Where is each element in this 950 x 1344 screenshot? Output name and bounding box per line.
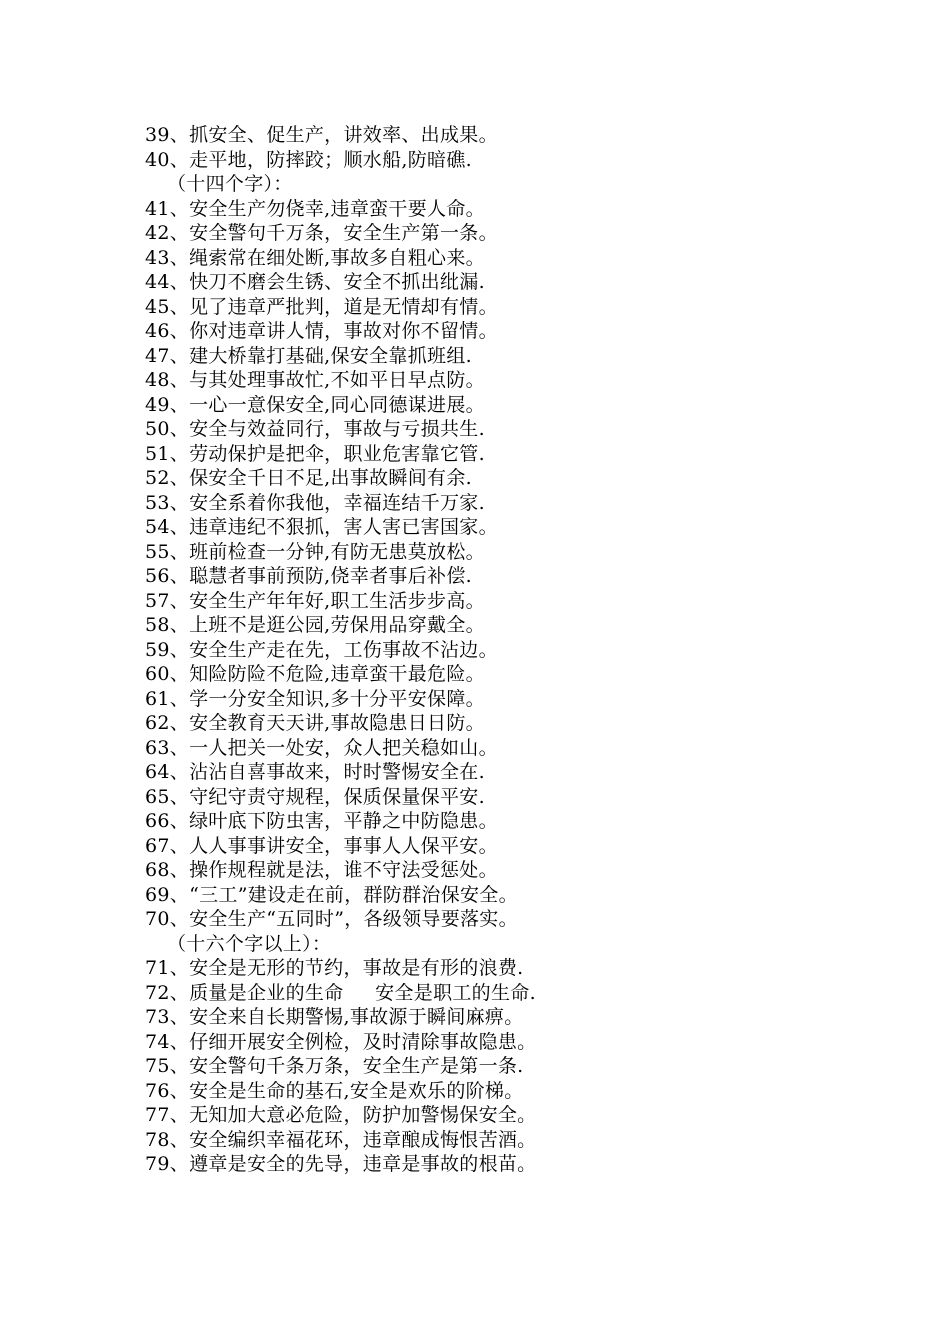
slogan-list bbox=[145, 123, 845, 1177]
slogan-line: 51、劳动保护是把伞，职业危害靠它管. bbox=[145, 442, 485, 465]
section-heading: （十四个字）： bbox=[167, 173, 293, 195]
slogan-line: 59、安全生产走在先，工伤事故不沾边。 bbox=[145, 638, 498, 661]
slogan-line: 56、聪慧者事前预防,侥幸者事后补偿. bbox=[145, 565, 472, 587]
slogan-line: 72、质量是企业的生命 安全是职工的生命. bbox=[145, 981, 536, 1004]
slogan-line: 49、一心一意保安全,同心同德谋进展。 bbox=[145, 393, 485, 416]
slogan-line: 42、安全警句千万条，安全生产第一条。 bbox=[145, 222, 498, 244]
slogan-line: 77、无知加大意必危险，防护加警惕保安全。 bbox=[145, 1104, 537, 1126]
slogan-line: 44、快刀不磨会生锈、安全不抓出纰漏. bbox=[145, 271, 485, 293]
section-heading: （十六个字以上）： bbox=[167, 932, 332, 955]
slogan-line: 55、班前检查一分钟,有防无患莫放松。 bbox=[145, 540, 485, 563]
slogan-line: 52、保安全千日不足,出事故瞬间有余. bbox=[145, 467, 472, 489]
slogan-line: 43、绳索常在细处断,事故多自粗心来。 bbox=[145, 246, 485, 269]
slogan-line: 65、守纪守责守规程，保质保量保平安. bbox=[145, 785, 485, 808]
slogan-line: 53、安全系着你我他，幸福连结千万家. bbox=[145, 491, 485, 514]
slogan-line: 79、遵章是安全的先导，违章是事故的根苗。 bbox=[145, 1153, 537, 1175]
slogan-line: 76、安全是生命的基石,安全是欢乐的阶梯。 bbox=[145, 1079, 524, 1102]
slogan-line: 69、“三工”建设走在前，群防群治保安全。 bbox=[145, 883, 518, 906]
slogan-line: 54、违章违纪不狠抓，害人害已害国家。 bbox=[145, 516, 498, 538]
slogan-line: 45、见了违章严批判，道是无情却有情。 bbox=[145, 295, 498, 318]
slogan-line: 41、安全生产勿侥幸,违章蛮干要人命。 bbox=[145, 197, 485, 220]
slogan-line: 66、绿叶底下防虫害，平静之中防隐患。 bbox=[145, 810, 498, 832]
slogan-line: 57、安全生产年年好,职工生活步步高。 bbox=[145, 589, 485, 612]
slogan-line: 58、上班不是逛公园,劳保用品穿戴全。 bbox=[145, 614, 485, 636]
slogan-line: 78、安全编织幸福花环，违章酿成悔恨苦酒。 bbox=[145, 1128, 537, 1151]
slogan-line: 70、安全生产“五同时”，各级领导要落实。 bbox=[145, 908, 518, 930]
slogan-line: 48、与其处理事故忙,不如平日早点防。 bbox=[145, 369, 485, 391]
slogan-line: 62、安全教育天天讲,事故隐患日日防。 bbox=[145, 712, 485, 734]
slogan-line: 46、你对违章讲人情，事故对你不留情。 bbox=[145, 320, 498, 342]
slogan-line: 60、知险防险不危险,违章蛮干最危险。 bbox=[145, 663, 485, 685]
slogan-line: 74、仔细开展安全例检，及时清除事故隐患。 bbox=[145, 1030, 537, 1053]
slogan-line: 40、走平地，防摔跤；顺水船,防暗礁. bbox=[145, 148, 472, 171]
slogan-line: 47、建大桥靠打基础,保安全靠抓班组. bbox=[145, 344, 472, 367]
slogan-line: 39、抓安全、促生产，讲效率、出成果。 bbox=[145, 124, 498, 146]
slogan-line: 68、操作规程就是法，谁不守法受惩处。 bbox=[145, 859, 498, 881]
slogan-line: 67、人人事事讲安全，事事人人保平安。 bbox=[145, 834, 498, 857]
slogan-line: 73、安全来自长期警惕,事故源于瞬间麻痹。 bbox=[145, 1006, 524, 1028]
slogan-line: 63、一人把关一处安，众人把关稳如山。 bbox=[145, 736, 498, 759]
slogan-line: 61、学一分安全知识,多十分平安保障。 bbox=[145, 687, 485, 710]
slogan-line: 64、沾沾自喜事故来，时时警惕安全在. bbox=[145, 761, 485, 783]
slogan-line: 50、安全与效益同行，事故与亏损共生. bbox=[145, 418, 485, 440]
slogan-line: 75、安全警句千条万条，安全生产是第一条. bbox=[145, 1055, 524, 1077]
slogan-line: 71、安全是无形的节约，事故是有形的浪费. bbox=[145, 957, 524, 979]
